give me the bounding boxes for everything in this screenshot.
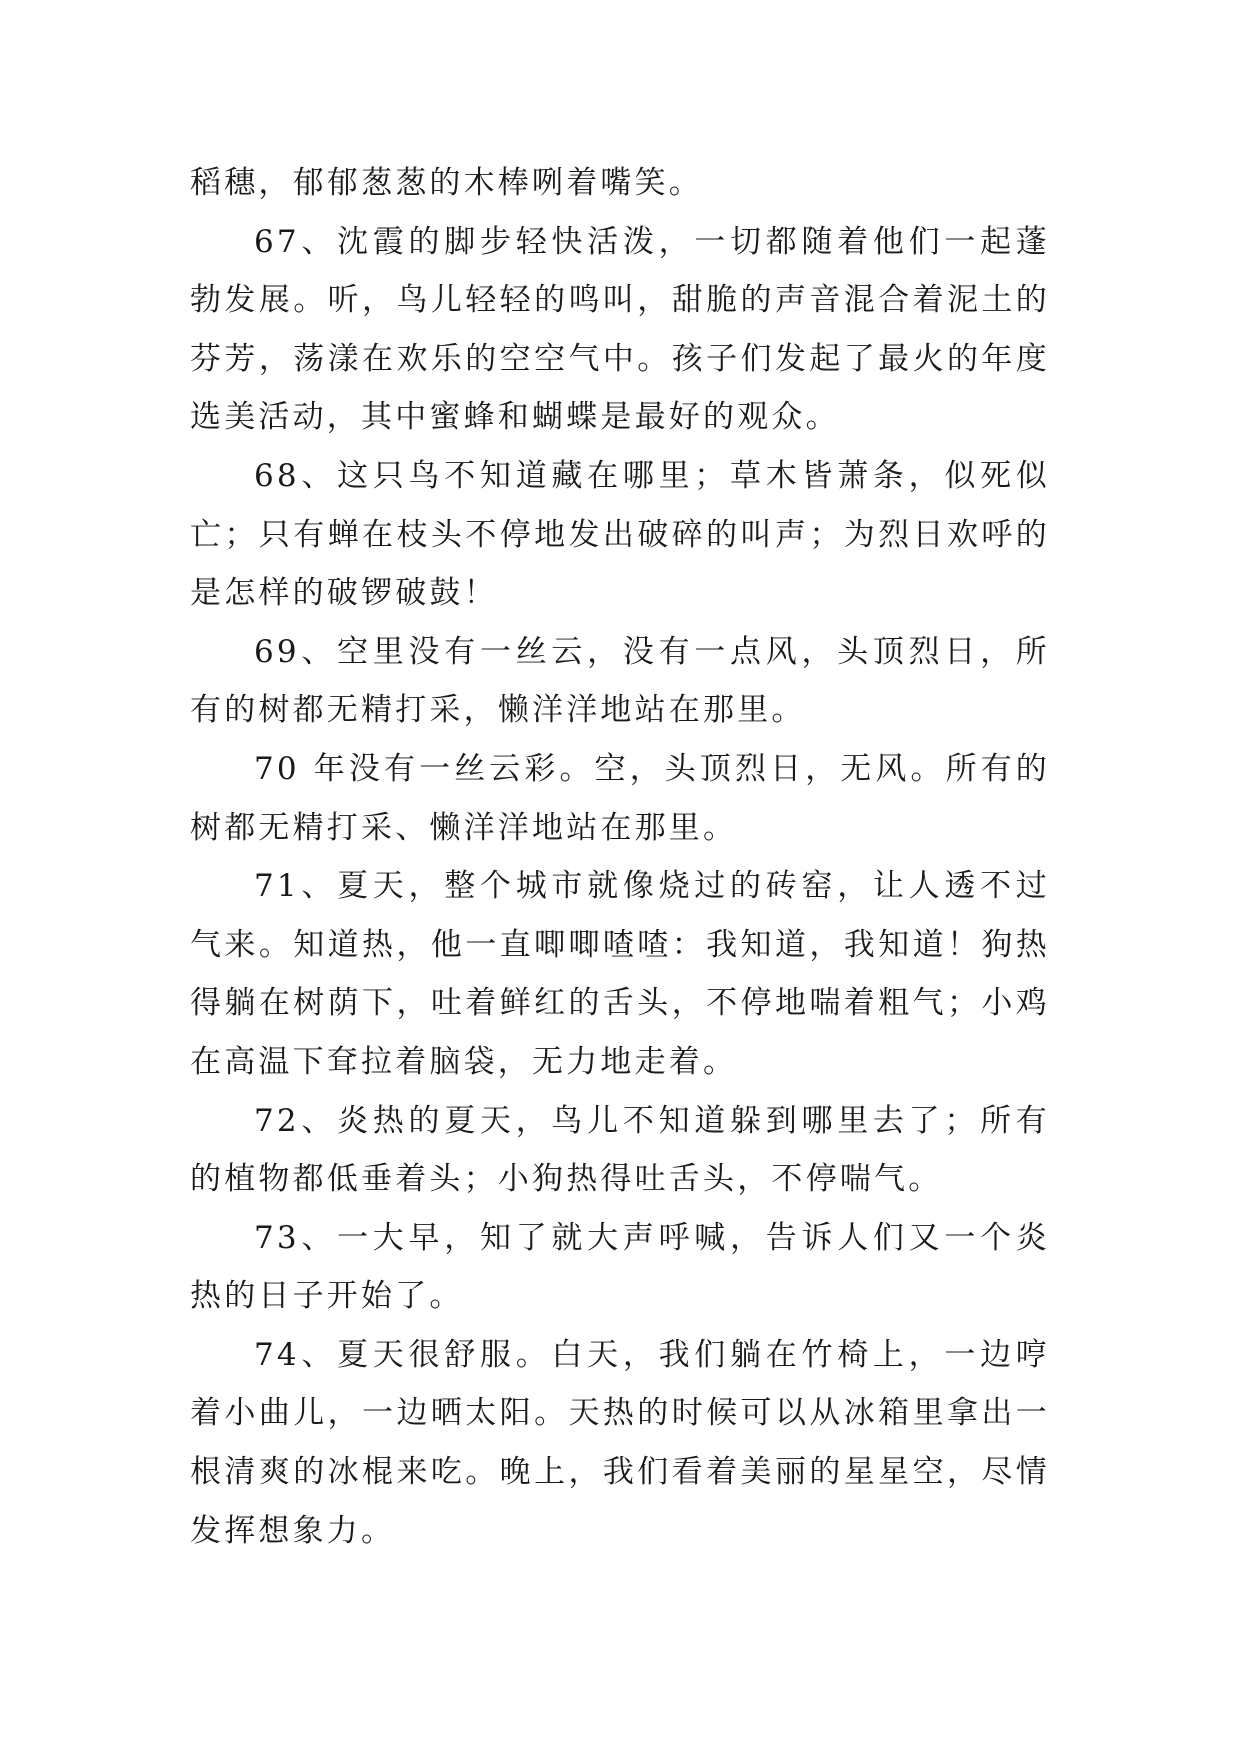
paragraph-68: 68、这只鸟不知道藏在哪里；草木皆萧条，似死似亡；只有蝉在枝头不停地发出破碎的叫声；为烈日欢呼的是怎样的破锣破鼓！ [190,457,1050,612]
paragraph-69: 69、空里没有一丝云，没有一点风，头顶烈日，所有的树都无精打采，懒洋洋地站在那里。 [190,633,1050,729]
paragraph-70: 70 年没有一丝云彩。空，头顶烈日，无风。所有的树都无精打采、懒洋洋地站在那里。 [190,750,1050,846]
paragraph-74: 74、夏天很舒服。白天，我们躺在竹椅上，一边哼着小曲儿，一边晒太阳。天热的时候可以从冰箱里拿出一根清爽的冰棍来吃。晚上，我们看着美丽的星星空，尽情发挥想象力。 [190,1336,1050,1549]
paragraph-73: 73、一大早，知了就大声呼喊，告诉人们又一个炎热的日子开始了。 [190,1219,1050,1315]
paragraph-continuation: 稻穗，郁郁葱葱的木棒咧着嘴笑。 [190,165,703,201]
paragraph-71: 71、夏天，整个城市就像烧过的砖窑，让人透不过气来。知道热，他一直唧唧喳喳：我知道，我知道！狗热得躺在树荫下，吐着鲜红的舌头，不停地喘着粗气；小鸡在高温下耷拉着脑袋，无力地走着。 [190,868,1050,1080]
paragraph-72: 72、炎热的夏天，鸟儿不知道躲到哪里去了；所有的植物都低垂着头；小狗热得吐舌头，不停喘气。 [190,1102,1050,1198]
document-body [190,154,1050,1560]
paragraph-67: 67、沈霞的脚步轻快活泼，一切都随着他们一起蓬勃发展。听，鸟儿轻轻的鸣叫，甜脆的声音混合着泥土的芬芳，荡漾在欢乐的空空气中。孩子们发起了最火的年度选美活动，其中蜜蜂和蝴蝶是最好的观众。 [190,223,1050,436]
